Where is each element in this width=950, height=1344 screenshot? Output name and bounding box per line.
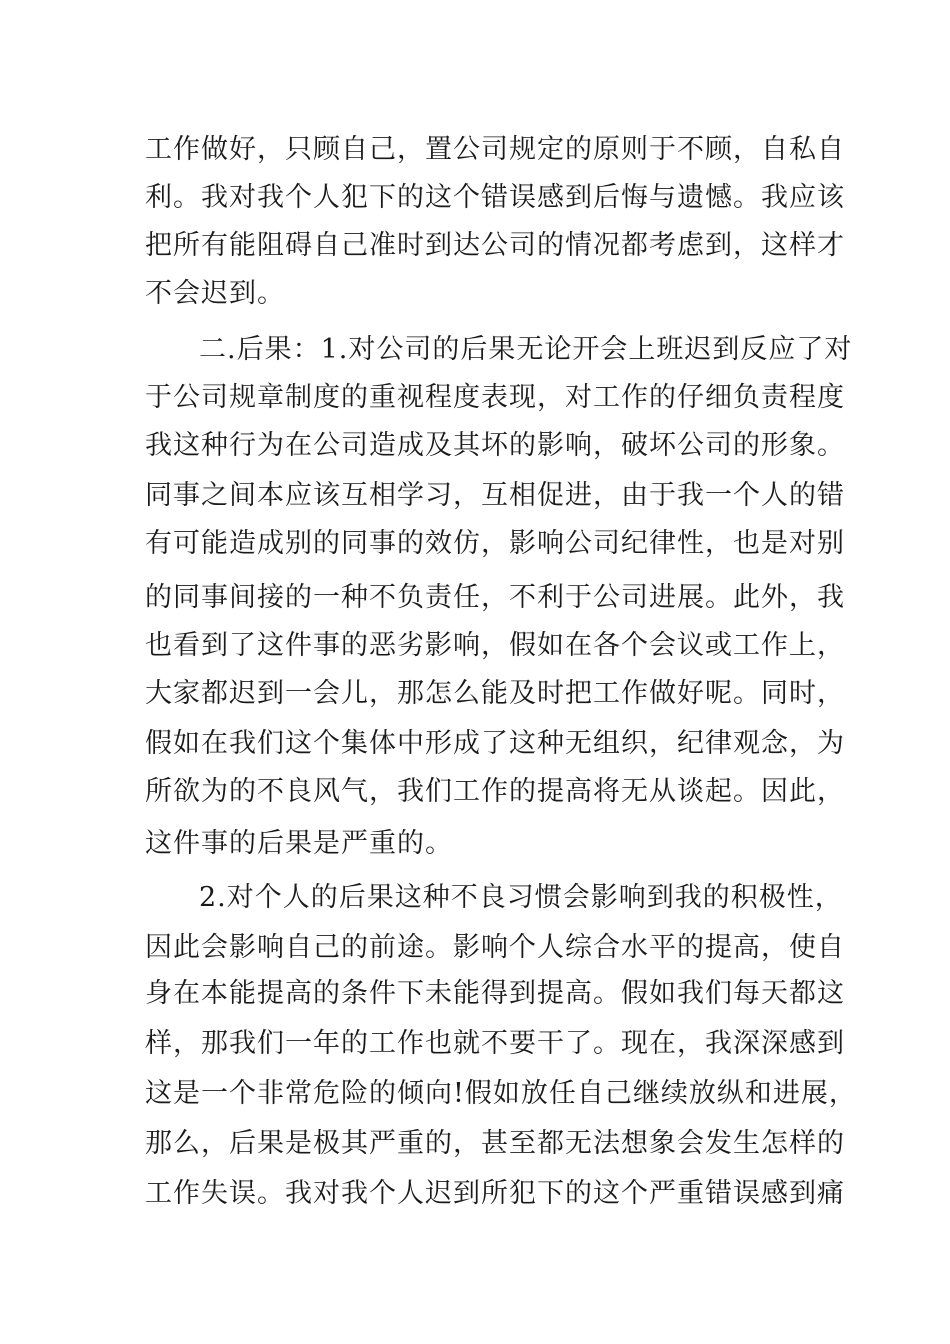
- text-line: 身在本能提高的条件下未能得到提高。假如我们每天都这: [145, 978, 845, 1009]
- text-line: 工作做好，只顾自己，置公司规定的原则于不顾，自私自: [145, 134, 845, 165]
- text-line: 我这种行为在公司造成及其坏的影响，破坏公司的形象。: [145, 430, 845, 461]
- text-line: 这件事的后果是严重的。: [145, 828, 453, 859]
- text-line: 大家都迟到一会儿，那怎么能及时把工作做好呢。同时，: [145, 678, 845, 709]
- paragraph-start-line: 二.后果：1.对公司的后果无论开会上班迟到反应了对: [199, 334, 853, 365]
- text-line: 的同事间接的一种不负责任，不利于公司进展。此外，我: [145, 582, 845, 613]
- paragraph-start-line: 2.对个人的后果这种不良习惯会影响到我的积极性，: [199, 882, 843, 913]
- text-line: 利。我对我个人犯下的这个错误感到后悔与遗憾。我应该: [145, 182, 845, 213]
- text-line: 所欲为的不良风气，我们工作的提高将无从谈起。因此，: [145, 776, 845, 807]
- text-line: 样，那我们一年的工作也就不要干了。现在，我深深感到: [145, 1028, 845, 1059]
- text-line: 也看到了这件事的恶劣影响，假如在各个会议或工作上，: [145, 630, 845, 661]
- text-line: 因此会影响自己的前途。影响个人综合水平的提高，使自: [145, 932, 845, 963]
- text-line: 同事之间本应该互相学习，互相促进，由于我一个人的错: [145, 480, 845, 511]
- text-line: 那么，后果是极其严重的，甚至都无法想象会发生怎样的: [145, 1128, 845, 1159]
- text-line: 不会迟到。: [145, 278, 285, 309]
- text-line: 把所有能阻碍自己准时到达公司的情况都考虑到，这样才: [145, 230, 845, 261]
- text-line: 于公司规章制度的重视程度表现，对工作的仔细负责程度: [145, 382, 845, 413]
- text-line: 工作失误。我对我个人迟到所犯下的这个严重错误感到痛: [145, 1178, 845, 1209]
- text-line: 这是一个非常危险的倾向!假如放任自己继续放纵和进展，: [145, 1078, 857, 1109]
- text-line: 假如在我们这个集体中形成了这种无组织，纪律观念，为: [145, 728, 845, 759]
- text-line: 有可能造成别的同事的效仿，影响公司纪律性，也是对别: [145, 528, 845, 559]
